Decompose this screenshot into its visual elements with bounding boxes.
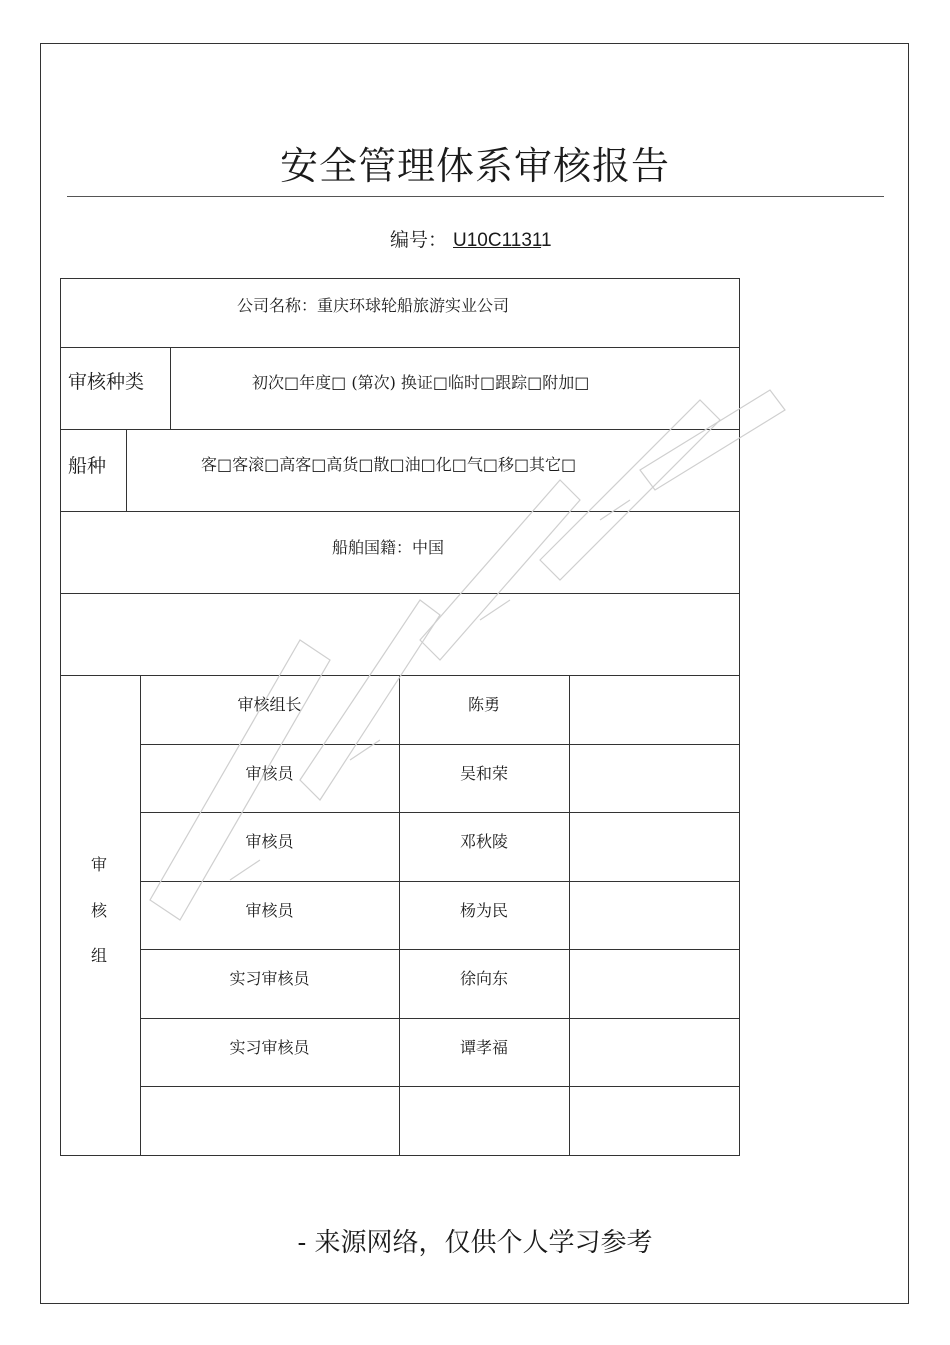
audit-type-label: 审核种类 xyxy=(68,371,145,393)
serial-value-rest: 1 xyxy=(541,230,552,251)
row-divider xyxy=(60,511,740,512)
ship-type-label: 船种 xyxy=(68,455,107,477)
member-name: 陈勇 xyxy=(467,695,500,714)
member-role: 实习审核员 xyxy=(229,969,310,988)
row-divider xyxy=(60,593,740,594)
member-role: 实习审核员 xyxy=(229,1038,310,1057)
member-name: 吴和荣 xyxy=(459,764,508,783)
member-name: 徐向东 xyxy=(459,969,508,988)
serial-value xyxy=(453,230,552,251)
audit-type-options: 初次□年度□ (第次) 换证□临时□跟踪□附加□ xyxy=(252,373,590,392)
member-name: 谭孝福 xyxy=(459,1038,508,1057)
serial-value-underlined: U10C1131 xyxy=(453,230,542,251)
team-label-char: 组 xyxy=(91,946,108,965)
member-role: 审核组长 xyxy=(237,695,302,714)
serial-label: 编号： xyxy=(390,229,448,251)
row-divider xyxy=(60,675,740,676)
team-row-divider xyxy=(140,949,740,950)
team-row-divider xyxy=(140,1086,740,1087)
ship-type-divider xyxy=(126,429,127,511)
title-divider xyxy=(67,196,884,197)
row-divider xyxy=(60,347,740,348)
member-name: 邓秋陵 xyxy=(459,832,508,851)
company-name: 重庆环球轮船旅游实业公司 xyxy=(317,296,510,315)
team-row-divider xyxy=(140,881,740,882)
footer-note: - 来源网络，仅供个人学习参考 xyxy=(297,1228,653,1258)
member-name: 杨为民 xyxy=(459,901,508,920)
team-row-divider xyxy=(140,1018,740,1019)
ship-type-options: 客□客滚□高客□高货□散□油□化□气□移□其它□ xyxy=(201,455,577,474)
company-label: 公司名称： xyxy=(237,296,318,315)
nationality-label: 船舶国籍： xyxy=(332,538,413,557)
report-table xyxy=(60,278,740,1156)
audit-type-divider xyxy=(170,347,171,429)
nationality-row xyxy=(332,535,444,558)
team-col-divider xyxy=(569,675,570,1156)
report-title: 安全管理体系审核报告 xyxy=(279,144,670,188)
serial-number xyxy=(390,225,552,252)
team-row-divider xyxy=(140,812,740,813)
nationality-value: 中国 xyxy=(412,538,445,557)
row-divider xyxy=(60,429,740,430)
company-row xyxy=(237,293,509,316)
team-label-char: 审 xyxy=(91,855,108,874)
member-role: 审核员 xyxy=(245,832,294,851)
member-role: 审核员 xyxy=(245,901,294,920)
member-role: 审核员 xyxy=(245,764,294,783)
team-label-char: 核 xyxy=(91,901,108,920)
team-row-divider xyxy=(140,744,740,745)
